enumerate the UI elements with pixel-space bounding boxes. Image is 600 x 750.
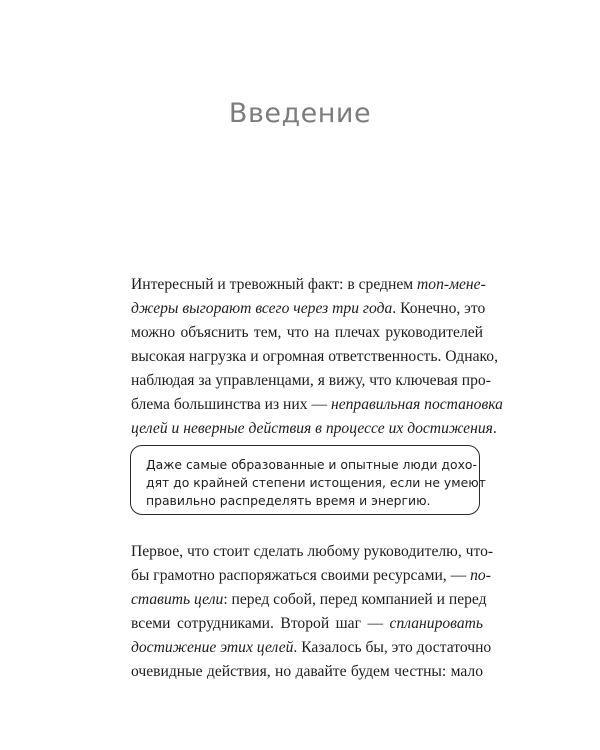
text-line: целей и неверные действия в процессе их достижения. bbox=[131, 420, 497, 437]
paragraph-intro bbox=[131, 273, 503, 441]
text-line: блема большинства из них — неправильная постановка bbox=[131, 396, 503, 413]
callout-line: дят до крайней степени истощения, если не умеют bbox=[146, 475, 486, 490]
text-line: можно объяснить тем, что на плечах руководителей bbox=[131, 324, 483, 341]
text-line: Интересный и тревожный факт: в среднем топ-мене- bbox=[131, 276, 486, 293]
text-line: ставить цели: перед собой, перед компанией и перед bbox=[131, 591, 487, 608]
text-line: джеры выгорают всего через три года. Конечно, это bbox=[131, 300, 486, 317]
text-line: Первое, что стоит сделать любому руководителю, что- bbox=[131, 543, 494, 560]
text-line: достижение этих целей. Казалось бы, это достаточно bbox=[131, 639, 492, 656]
paragraph-first-steps bbox=[131, 540, 494, 684]
callout-box bbox=[130, 445, 486, 515]
text-line: бы грамотно распоряжаться своими ресурсами, — по- bbox=[131, 567, 491, 584]
text-line: очевидные действия, но давайте будем честны: мало bbox=[131, 663, 483, 680]
page-title: Введение bbox=[228, 98, 372, 129]
text-line: высокая нагрузка и огромная ответственность. Однако, bbox=[131, 348, 498, 365]
callout-line: Даже самые образованные и опытные люди дохо- bbox=[146, 457, 477, 472]
text-line: наблюдая за управленцами, я вижу, что ключевая про- bbox=[131, 372, 491, 389]
text-line: всеми сотрудниками. Второй шаг — спланировать bbox=[131, 615, 483, 632]
callout-line: правильно распределять время и энергию. bbox=[146, 493, 431, 508]
